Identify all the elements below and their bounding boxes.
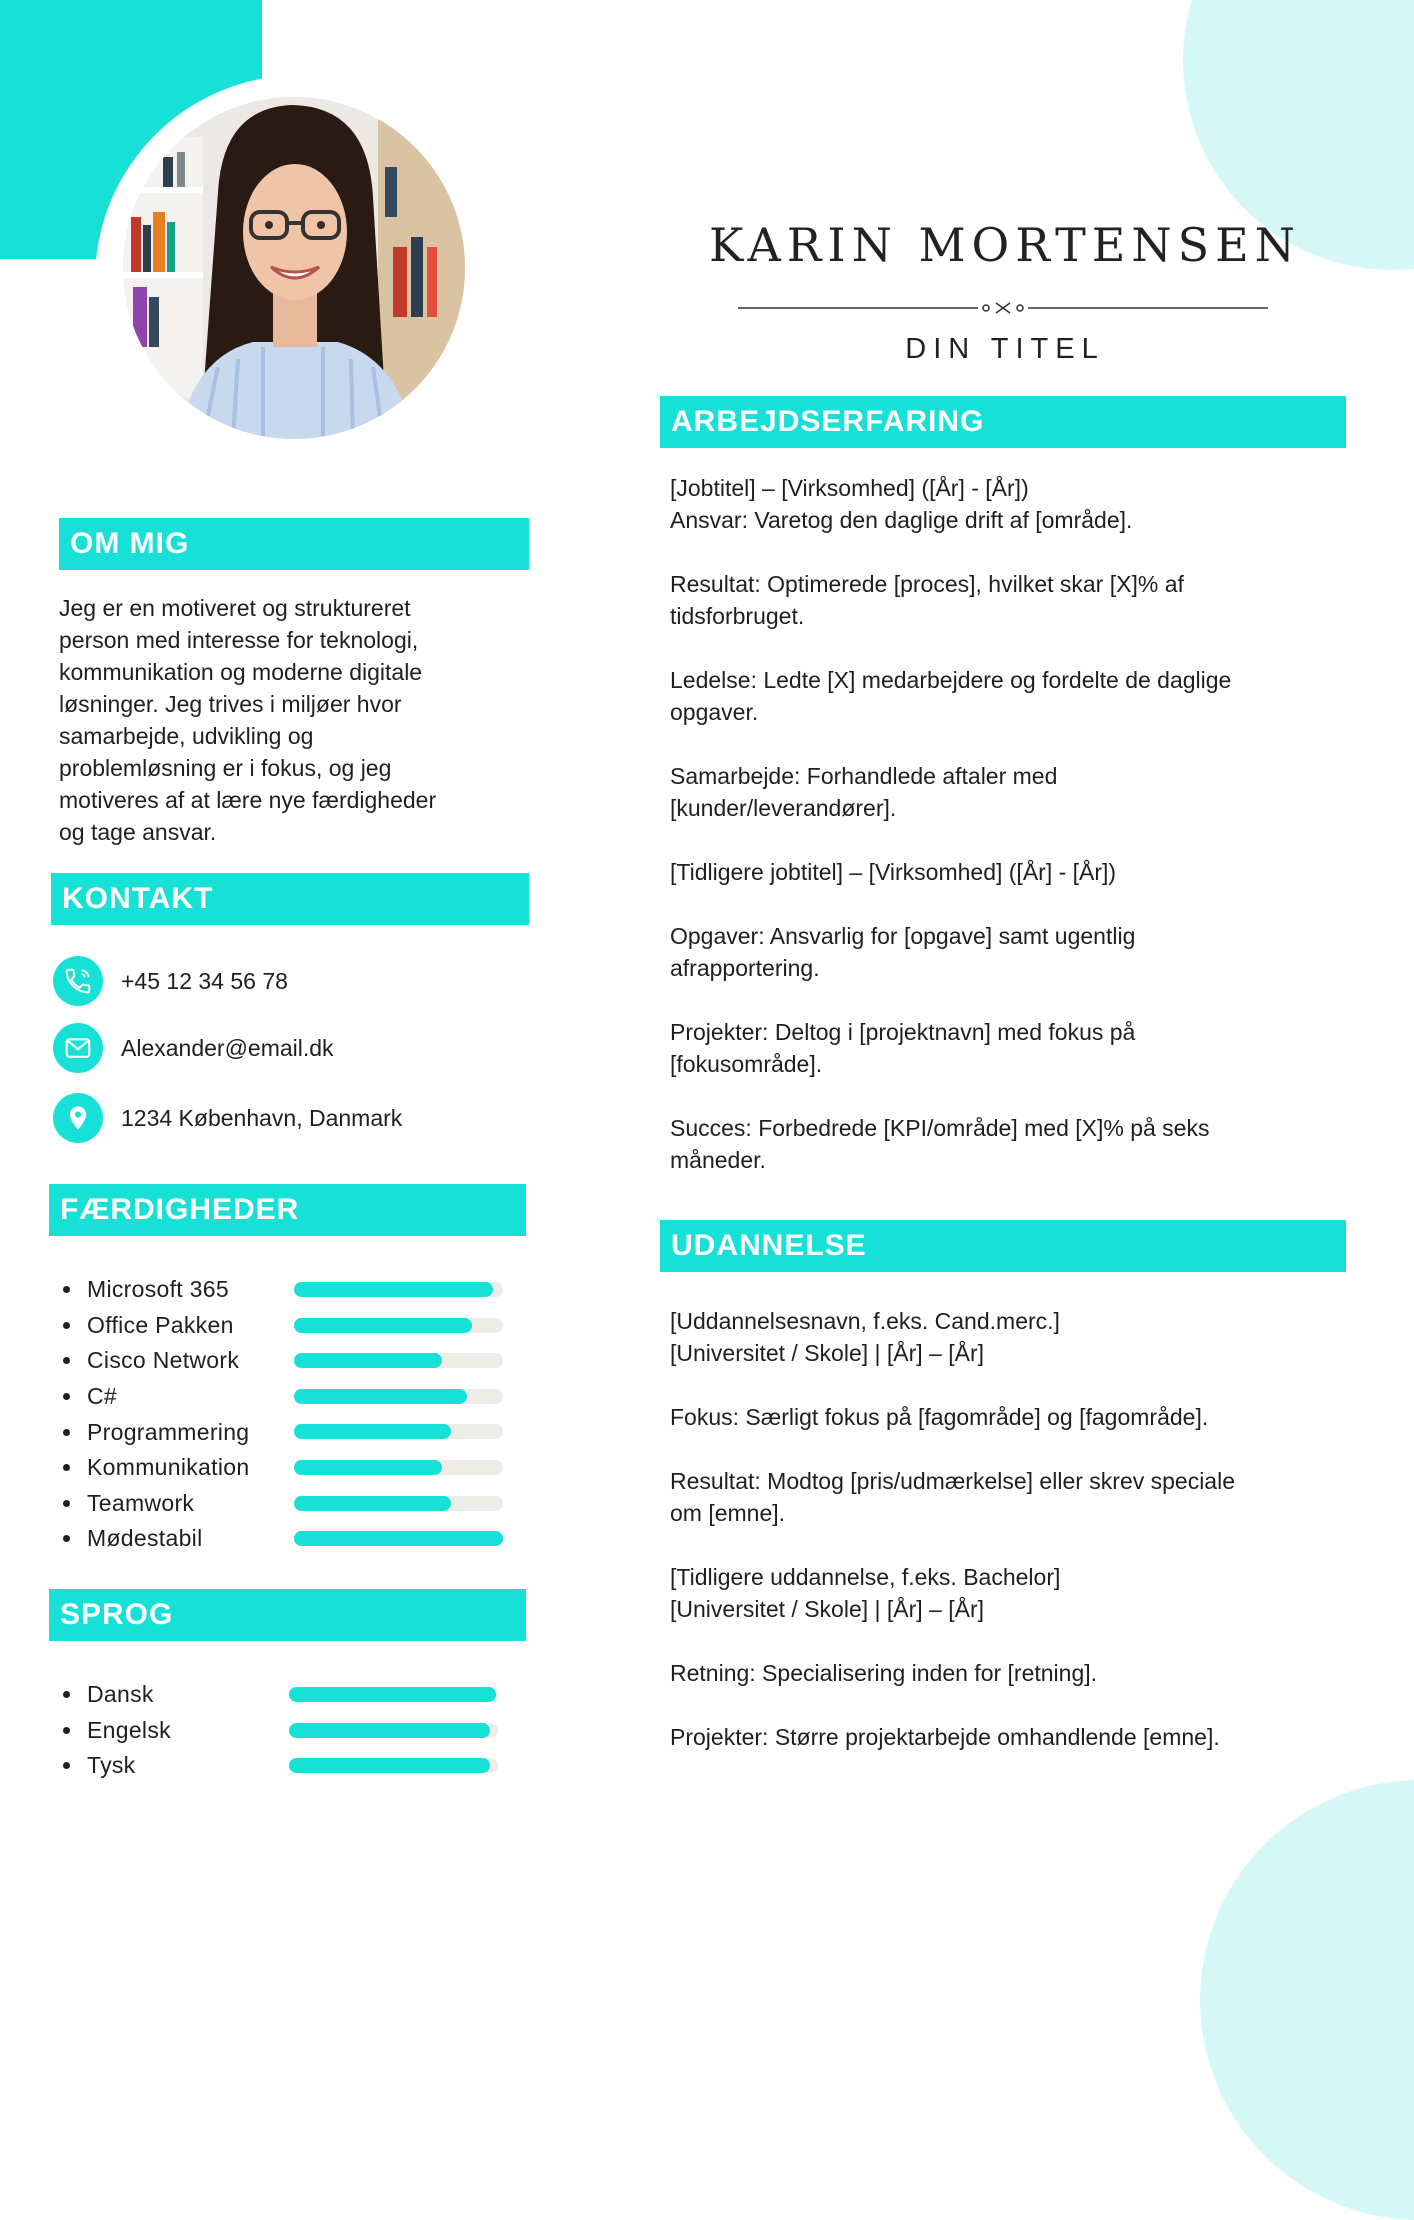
text-line: Succes: Forbedrede [KPI/område] med [X]% på seks <box>670 1115 1210 1141</box>
skill-item <box>57 1486 517 1522</box>
about-text <box>59 592 519 848</box>
about-line: kommunikation og moderne digitale <box>59 659 423 685</box>
education-content <box>670 1305 1360 1785</box>
education-paragraph <box>670 1721 1360 1753</box>
education-paragraph <box>670 1305 1360 1369</box>
about-line: Jeg er en motiveret og struktureret <box>59 595 411 621</box>
skill-item <box>57 1308 517 1344</box>
level-bar-fill <box>289 1687 496 1702</box>
education-paragraph <box>670 1401 1360 1433</box>
text-line: afrapportering. <box>670 955 820 981</box>
level-bar-track <box>289 1758 498 1773</box>
text-line: Projekter: Større projektarbejde omhandlende [emne]. <box>670 1724 1220 1750</box>
level-bar-fill <box>294 1496 451 1511</box>
experience-paragraph <box>670 1112 1360 1176</box>
skill-name: Teamwork <box>87 1489 195 1516</box>
language-name: Dansk <box>87 1681 154 1708</box>
languages-list <box>57 1677 517 1784</box>
experience-paragraph <box>670 472 1360 536</box>
skill-item <box>57 1521 517 1557</box>
text-line: Fokus: Særligt fokus på [fagområde] og [fagområde]. <box>670 1404 1209 1430</box>
section-heading-languages: SPROG <box>49 1589 526 1641</box>
language-item <box>57 1713 517 1749</box>
text-line: opgaver. <box>670 699 759 725</box>
level-bar-fill <box>289 1758 490 1773</box>
skills-list <box>57 1272 517 1557</box>
level-bar-fill <box>289 1723 490 1738</box>
skill-item <box>57 1379 517 1415</box>
bullet-dot <box>63 1535 70 1542</box>
language-name: Tysk <box>87 1752 136 1779</box>
address: 1234 København, Danmark <box>121 1104 403 1131</box>
education-paragraph <box>670 1465 1360 1529</box>
bullet-dot <box>63 1727 70 1734</box>
level-bar-track <box>294 1318 503 1333</box>
text-line: Resultat: Modtog [pris/udmærkelse] eller skrev speciale <box>670 1468 1236 1494</box>
experience-paragraph <box>670 920 1360 984</box>
skill-name: Microsoft 365 <box>87 1276 229 1303</box>
level-bar-track <box>294 1424 503 1439</box>
section-heading-experience: ARBEJDSERFARING <box>660 396 1346 448</box>
education-paragraph <box>670 1657 1360 1689</box>
skill-name: Cisco Network <box>87 1347 240 1374</box>
location-pin-icon <box>53 1093 103 1143</box>
envelope-icon <box>53 1023 103 1073</box>
level-bar-fill <box>294 1353 442 1368</box>
level-bar-fill <box>294 1424 451 1439</box>
text-line: Ansvar: Varetog den daglige drift af [område]. <box>670 507 1133 533</box>
bullet-dot <box>63 1464 70 1471</box>
education-paragraph <box>670 1561 1360 1625</box>
text-line: [Uddannelsesnavn, f.eks. Cand.merc.] <box>670 1308 1060 1334</box>
level-bar-fill <box>294 1318 472 1333</box>
language-name: Engelsk <box>87 1716 171 1743</box>
text-line: [Tidligere uddannelse, f.eks. Bachelor] <box>670 1564 1061 1590</box>
about-line: samarbejde, udvikling og <box>59 723 314 749</box>
section-heading-about: OM MIG <box>59 518 529 570</box>
level-bar-track <box>294 1496 503 1511</box>
skill-item <box>57 1450 517 1486</box>
text-line: [kunder/leverandører]. <box>670 795 897 821</box>
experience-paragraph <box>670 568 1360 632</box>
bullet-dot <box>63 1762 70 1769</box>
bullet-dot <box>63 1357 70 1364</box>
section-heading-contact: KONTAKT <box>51 873 529 925</box>
about-line: person med interesse for teknologi, <box>59 627 419 653</box>
profile-photo <box>123 97 465 439</box>
phone-icon <box>53 956 103 1006</box>
text-line: Resultat: Optimerede [proces], hvilket skar [X]% af <box>670 571 1184 597</box>
skill-name: Programmering <box>87 1418 250 1445</box>
bullet-dot <box>63 1393 70 1400</box>
email-address[interactable]: Alexander@email.dk <box>121 1034 334 1061</box>
full-name: KARIN MORTENSEN <box>709 218 1301 272</box>
text-line: [fokusområde]. <box>670 1051 823 1077</box>
section-heading-education: UDANNELSE <box>660 1220 1346 1272</box>
contact-email <box>53 1022 334 1074</box>
job-title: DIN TITEL <box>905 333 1105 365</box>
skill-name: Office Pakken <box>87 1311 234 1338</box>
experience-paragraph <box>670 856 1360 888</box>
bullet-dot <box>63 1691 70 1698</box>
about-line: og tage ansvar. <box>59 819 217 845</box>
level-bar-track <box>289 1723 498 1738</box>
level-bar-track <box>294 1282 503 1297</box>
about-line: løsninger. Jeg trives i miljøer hvor <box>59 691 402 717</box>
text-line: Retning: Specialisering inden for [retning]. <box>670 1660 1098 1686</box>
language-item <box>57 1748 517 1784</box>
experience-content <box>670 472 1360 1208</box>
language-item <box>57 1677 517 1713</box>
level-bar-fill <box>294 1531 503 1546</box>
level-bar-track <box>294 1389 503 1404</box>
bullet-dot <box>63 1500 70 1507</box>
level-bar-track <box>294 1531 503 1546</box>
text-line: Projekter: Deltog i [projektnavn] med fokus på <box>670 1019 1136 1045</box>
contact-phone <box>53 955 288 1007</box>
ornamental-divider <box>738 301 1268 315</box>
level-bar-fill <box>294 1282 493 1297</box>
level-bar-fill <box>294 1460 442 1475</box>
skill-name: C# <box>87 1383 118 1410</box>
bullet-dot <box>63 1286 70 1293</box>
text-line: Ledelse: Ledte [X] medarbejdere og fordelte de daglige <box>670 667 1232 693</box>
about-line: motiveres af at lære nye færdigheder <box>59 787 437 813</box>
level-bar-track <box>294 1460 503 1475</box>
text-line: [Tidligere jobtitel] – [Virksomhed] ([År] - [År]) <box>670 859 1117 885</box>
level-bar-track <box>289 1687 498 1702</box>
phone-number[interactable]: +45 12 34 56 78 <box>121 967 288 994</box>
level-bar-fill <box>294 1389 467 1404</box>
text-line: Samarbejde: Forhandlede aftaler med <box>670 763 1058 789</box>
bullet-dot <box>63 1322 70 1329</box>
skill-item <box>57 1414 517 1450</box>
text-line: om [emne]. <box>670 1500 786 1526</box>
section-heading-skills: FÆRDIGHEDER <box>49 1184 526 1236</box>
skill-item <box>57 1343 517 1379</box>
corner-circle-bottom-right <box>1200 1780 1414 2220</box>
skill-name: Mødestabil <box>87 1525 203 1552</box>
text-line: tidsforbruget. <box>670 603 805 629</box>
experience-paragraph <box>670 1016 1360 1080</box>
about-line: problemløsning er i fokus, og jeg <box>59 755 392 781</box>
text-line: [Universitet / Skole] | [År] – [År] <box>670 1340 985 1366</box>
experience-paragraph <box>670 760 1360 824</box>
portrait-illustration <box>123 97 465 439</box>
text-line: [Jobtitel] – [Virksomhed] ([År] - [År]) <box>670 475 1029 501</box>
level-bar-track <box>294 1353 503 1368</box>
skill-name: Kommunikation <box>87 1454 250 1481</box>
text-line: [Universitet / Skole] | [År] – [År] <box>670 1596 985 1622</box>
contact-address <box>53 1092 402 1144</box>
bullet-dot <box>63 1429 70 1436</box>
text-line: Opgaver: Ansvarlig for [opgave] samt ugentlig <box>670 923 1136 949</box>
skill-item <box>57 1272 517 1308</box>
experience-paragraph <box>670 664 1360 728</box>
text-line: måneder. <box>670 1147 766 1173</box>
